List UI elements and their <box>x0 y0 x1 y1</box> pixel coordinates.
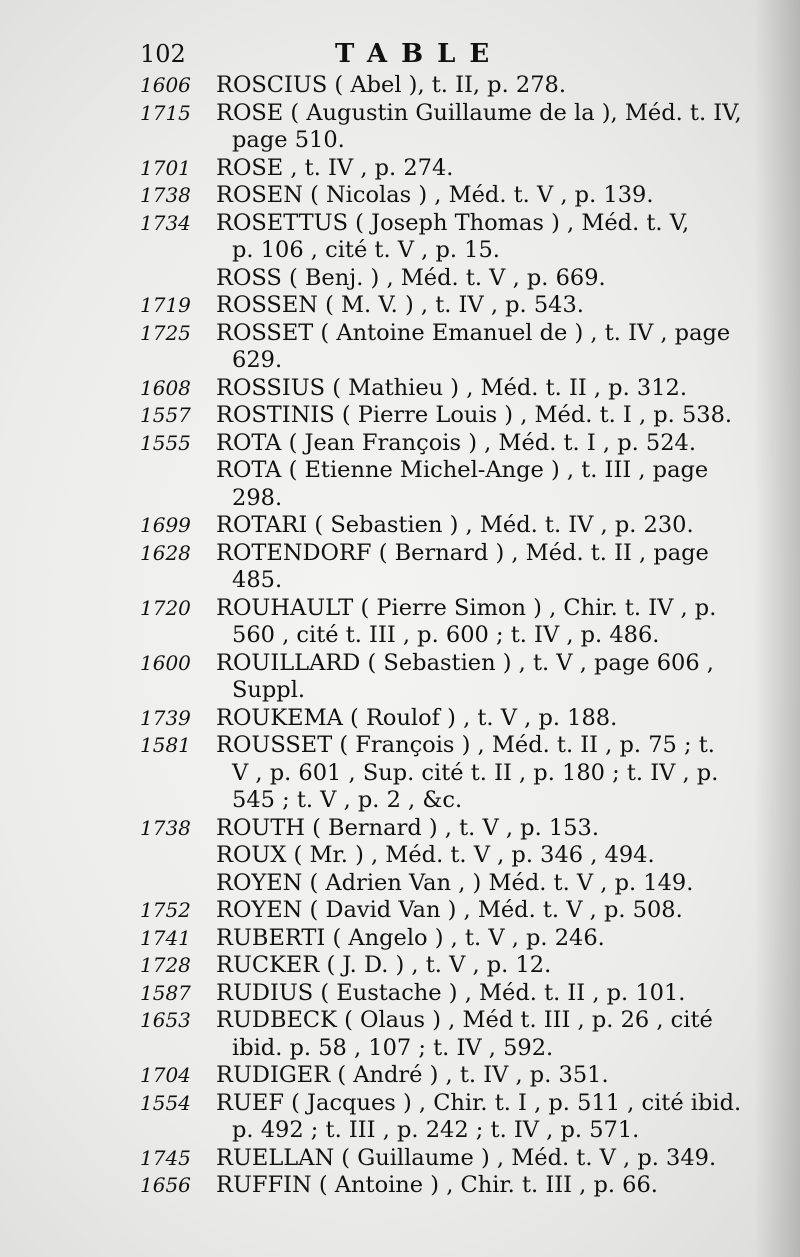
entry-line <box>140 1172 750 1200</box>
page-number: 102 <box>140 40 186 68</box>
entry-line <box>140 100 750 128</box>
entry-text: ROSS ( Benj. ) , Méd. t. V , p. 669. <box>216 264 606 291</box>
entry-text: ROUX ( Mr. ) , Méd. t. V , p. 346 , 494. <box>216 842 655 868</box>
entry-line <box>140 952 750 980</box>
index-entry <box>140 897 750 925</box>
entry-year: 1745 <box>140 1145 191 1170</box>
entry-line <box>140 897 750 925</box>
entry-text: ROUKEMA ( Roulof ) , t. V , p. 188. <box>216 704 618 731</box>
index-entry <box>140 870 750 898</box>
entry-line <box>140 292 750 320</box>
entry-text: Suppl. <box>232 677 306 703</box>
entry-line <box>140 732 750 760</box>
entry-line <box>140 402 750 430</box>
entry-text: page 510. <box>232 127 345 153</box>
index-entry <box>140 1062 750 1090</box>
entry-line <box>140 1090 750 1118</box>
entry-text: p. 106 , cité t. V , p. 15. <box>232 237 500 263</box>
entry-text: 545 ; t. V , p. 2 , &c. <box>232 787 463 813</box>
entry-text: 629. <box>232 347 283 373</box>
entry-text: V , p. 601 , Sup. cité t. II , p. 180 ; t. IV , p. <box>232 759 719 786</box>
entry-text: ROUSSET ( François ) , Méd. t. II , p. 75 ; t. <box>216 732 715 758</box>
entry-text: ROSTINIS ( Pierre Louis ) , Méd. t. I , p. 538. <box>216 402 733 428</box>
entry-line <box>140 430 750 458</box>
index-entry <box>140 265 750 293</box>
index-entry <box>140 732 750 815</box>
index-entry <box>140 650 750 705</box>
entry-text: ROTA ( Etienne Michel-Ange ) , t. III , page <box>216 457 709 483</box>
entry-text: RUBERTI ( Angelo ) , t. V , p. 246. <box>216 924 605 951</box>
index-entry <box>140 1145 750 1173</box>
entry-text: ROTENDORF ( Bernard ) , Méd. t. II , page <box>216 539 709 566</box>
entry-text: ROUTH ( Bernard ) , t. V , p. 153. <box>216 814 599 841</box>
entry-text: ROSETTUS ( Joseph Thomas ) , Méd. t. V, <box>216 209 690 236</box>
index-entry <box>140 155 750 183</box>
entry-text: ibid. p. 58 , 107 ; t. IV , 592. <box>232 1034 554 1061</box>
page-title: TABLE <box>335 39 504 69</box>
entry-text: RUELLAN ( Guillaume ) , Méd. t. V , p. 349. <box>216 1144 717 1171</box>
entry-text: ROYEN ( David Van ) , Méd. t. V , p. 508. <box>216 897 683 923</box>
entry-line <box>140 320 750 348</box>
index-entry <box>140 72 750 100</box>
entry-line <box>140 925 750 953</box>
index-entry <box>140 952 750 980</box>
entry-continuation-line <box>140 237 750 265</box>
index-entry <box>140 815 750 843</box>
index-entry <box>140 540 750 595</box>
entry-text: ROUHAULT ( Pierre Simon ) , Chir. t. IV , p. <box>216 594 717 621</box>
entry-continuation-line <box>140 760 750 788</box>
entry-year: 1701 <box>140 155 191 180</box>
entry-text: RUDIUS ( Eustache ) , Méd. t. II , p. 101. <box>216 979 686 1006</box>
entry-continuation-line <box>140 1035 750 1063</box>
entry-year: 1656 <box>140 1173 191 1197</box>
entry-line <box>140 540 750 568</box>
entry-line <box>140 210 750 238</box>
index-entry <box>140 512 750 540</box>
entry-year: 1581 <box>140 733 191 757</box>
entry-year: 1653 <box>140 1008 191 1032</box>
entry-text: ROSSET ( Antoine Emanuel de ) , t. IV , page <box>216 319 731 346</box>
entry-text: ROSE ( Augustin Guillaume de la ), Méd. t. IV, <box>216 99 742 126</box>
entry-year: 1738 <box>140 815 191 840</box>
entry-text: ROYEN ( Adrien Van , ) Méd. t. V , p. 149. <box>216 869 694 896</box>
index-entry <box>140 182 750 210</box>
entry-line <box>140 375 750 403</box>
index-entry <box>140 705 750 733</box>
entry-line <box>140 457 750 485</box>
entry-line <box>140 842 750 870</box>
page-header <box>140 34 700 74</box>
entry-text: ROSE , t. IV , p. 274. <box>216 154 454 181</box>
entry-year: 1741 <box>140 925 191 950</box>
entry-continuation-line <box>140 622 750 650</box>
index-entry <box>140 210 750 265</box>
index-entry <box>140 375 750 403</box>
entry-text: ROTARI ( Sebastien ) , Méd. t. IV , p. 230. <box>216 512 694 538</box>
entry-line <box>140 72 750 100</box>
entry-continuation-line <box>140 127 750 155</box>
entry-continuation-line <box>140 485 750 513</box>
entry-text: 560 , cité t. III , p. 600 ; t. IV , p. 486. <box>232 622 660 648</box>
index-entry <box>140 402 750 430</box>
entry-line <box>140 870 750 898</box>
entry-continuation-line <box>140 347 750 375</box>
entry-year: 1555 <box>140 430 191 455</box>
index-entry <box>140 100 750 155</box>
entry-text: ROTA ( Jean François ) , Méd. t. I , p. 524. <box>216 429 696 456</box>
entry-year: 1606 <box>140 73 191 97</box>
entry-year: 1715 <box>140 100 191 125</box>
entry-line <box>140 650 750 678</box>
entry-year: 1728 <box>140 953 191 977</box>
entry-line <box>140 265 750 293</box>
entry-text: ROUILLARD ( Sebastien ) , t. V , page 606 , <box>216 649 714 676</box>
entry-line <box>140 595 750 623</box>
entry-text: ROSEN ( Nicolas ) , Méd. t. V , p. 139. <box>216 182 654 208</box>
index-entry <box>140 595 750 650</box>
entry-year: 1557 <box>140 403 191 427</box>
entry-text: ROSSEN ( M. V. ) , t. IV , p. 543. <box>216 292 584 318</box>
page-gutter-shadow <box>754 0 800 1257</box>
entry-year: 1554 <box>140 1090 191 1115</box>
entry-year: 1739 <box>140 705 191 730</box>
entry-line <box>140 815 750 843</box>
index-entry <box>140 1090 750 1145</box>
entry-line <box>140 155 750 183</box>
entry-text: RUDIGER ( André ) , t. IV , p. 351. <box>216 1062 609 1088</box>
entry-text: 485. <box>232 567 283 593</box>
index-entry <box>140 320 750 375</box>
index-entry <box>140 1007 750 1062</box>
entry-line <box>140 980 750 1008</box>
entry-year: 1720 <box>140 595 191 620</box>
index-entry <box>140 292 750 320</box>
index-entry <box>140 925 750 953</box>
entry-text: RUFFIN ( Antoine ) , Chir. t. III , p. 66. <box>216 1172 658 1198</box>
entry-text: RUDBECK ( Olaus ) , Méd t. III , p. 26 , cité <box>216 1007 713 1033</box>
entry-line <box>140 1007 750 1035</box>
entry-continuation-line <box>140 677 750 705</box>
entry-text: RUCKER ( J. D. ) , t. V , p. 12. <box>216 952 552 978</box>
entry-continuation-line <box>140 787 750 815</box>
entry-line <box>140 1145 750 1173</box>
entry-year: 1704 <box>140 1063 191 1087</box>
entry-line <box>140 512 750 540</box>
entry-year: 1600 <box>140 650 191 675</box>
index-entries <box>140 72 750 1200</box>
entry-text: ROSCIUS ( Abel ), t. II, p. 278. <box>216 72 566 98</box>
index-entry <box>140 430 750 458</box>
entry-year: 1628 <box>140 540 191 565</box>
entry-text: RUEF ( Jacques ) , Chir. t. I , p. 511 , cité ibid. <box>216 1089 742 1116</box>
entry-year: 1608 <box>140 375 191 400</box>
entry-year: 1587 <box>140 980 191 1005</box>
entry-year: 1752 <box>140 898 191 922</box>
entry-text: p. 492 ; t. III , p. 242 ; t. IV , p. 571. <box>232 1117 640 1143</box>
entry-year: 1719 <box>140 293 191 317</box>
entry-line <box>140 182 750 210</box>
entry-line <box>140 705 750 733</box>
entry-text: 298. <box>232 484 283 511</box>
index-entry <box>140 842 750 870</box>
entry-text: ROSSIUS ( Mathieu ) , Méd. t. II , p. 312. <box>216 374 687 401</box>
entry-continuation-line <box>140 567 750 595</box>
index-entry <box>140 980 750 1008</box>
entry-continuation-line <box>140 1117 750 1145</box>
entry-year: 1734 <box>140 210 191 235</box>
entry-year: 1725 <box>140 320 191 345</box>
entry-line <box>140 1062 750 1090</box>
entry-year: 1738 <box>140 183 191 207</box>
index-entry <box>140 457 750 512</box>
index-entry <box>140 1172 750 1200</box>
entry-year: 1699 <box>140 513 191 537</box>
